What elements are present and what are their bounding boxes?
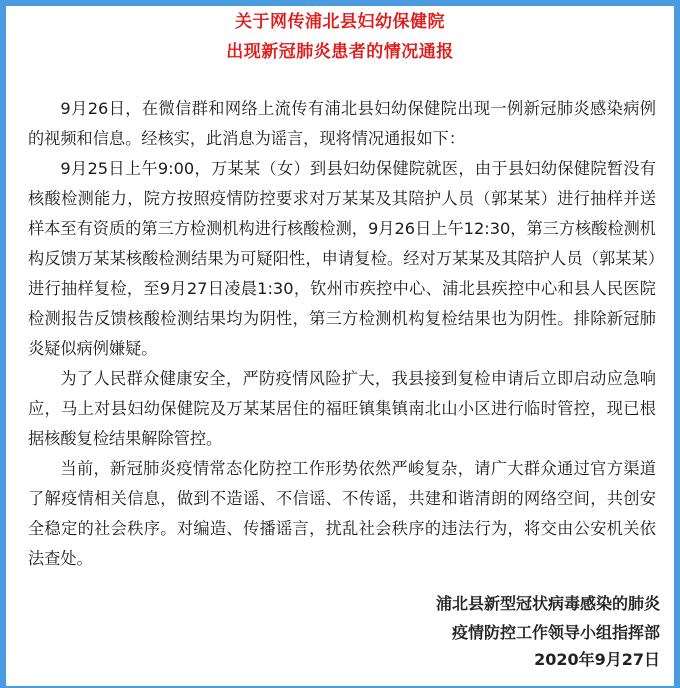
paragraph-3: 为了人民群众健康安全，严防疫情风险扩大，我县接到复检申请后立即启动应急响应，马上对县妇幼保健院及万某某居住的福旺镇集镇南北山小区进行临时管控，现已根据核酸复检结果解除管控。 <box>28 369 656 448</box>
frame-top-border <box>0 0 680 6</box>
paragraph-2: 9月25日上午9:00，万某某（女）到县妇幼保健院就医，由于县妇幼保健院暂没有核酸检测能力，院方按照疫情防控要求对万某某及其陪护人员（郭某某）进行抽样并送样本至有资质的第三方检测机构进行核酸检测，9月26日上午12:30，第三方核酸检测机构反馈万某某核酸检测结果为可疑阳性，申请复检。经对万某某及其陪护人员（郭某某）进行抽样复检，至9月27日凌晨1:30，钦州市疾控中心、浦北县疾控中心和县人民医院检测报告反馈核酸检测结果均为阴性，第三方检测机构复检结果也为阴性。排除新冠肺炎疑似病例嫌疑。 <box>28 159 656 358</box>
paragraph-1: 9月26日，在微信群和网络上流传有浦北县妇幼保健院出现一例新冠肺炎感染病例的视频和信息。经核实，此消息为谣言，现将情况通报如下： <box>28 99 656 148</box>
signature-org-line-1: 浦北县新型冠状病毒感染的肺炎 <box>435 594 660 613</box>
paragraph-4: 当前，新冠肺炎疫情常态化防控工作形势依然严峻复杂，请广大群众通过官方渠道了解疫情相关信息，做到不造谣、不信谣、不传谣，共建和谐清朗的网络空间，共创安全稳定的社会秩序。对编造、传播谣言，扰乱社会秩序的违法行为，将交由公安机关依法查处。 <box>28 459 656 568</box>
signature-date: 2020年9月27日 <box>534 650 660 669</box>
notice-body <box>28 94 656 574</box>
notice-title-line-2: 出现新冠肺炎患者的情况通报 <box>226 42 454 62</box>
frame-right-border <box>674 0 680 688</box>
signature-org-line-2: 疫情防控工作领导小组指挥部 <box>451 623 660 642</box>
frame-left-border <box>0 0 6 688</box>
notice-title-line-1: 关于网传浦北县妇幼保健院 <box>235 12 445 32</box>
